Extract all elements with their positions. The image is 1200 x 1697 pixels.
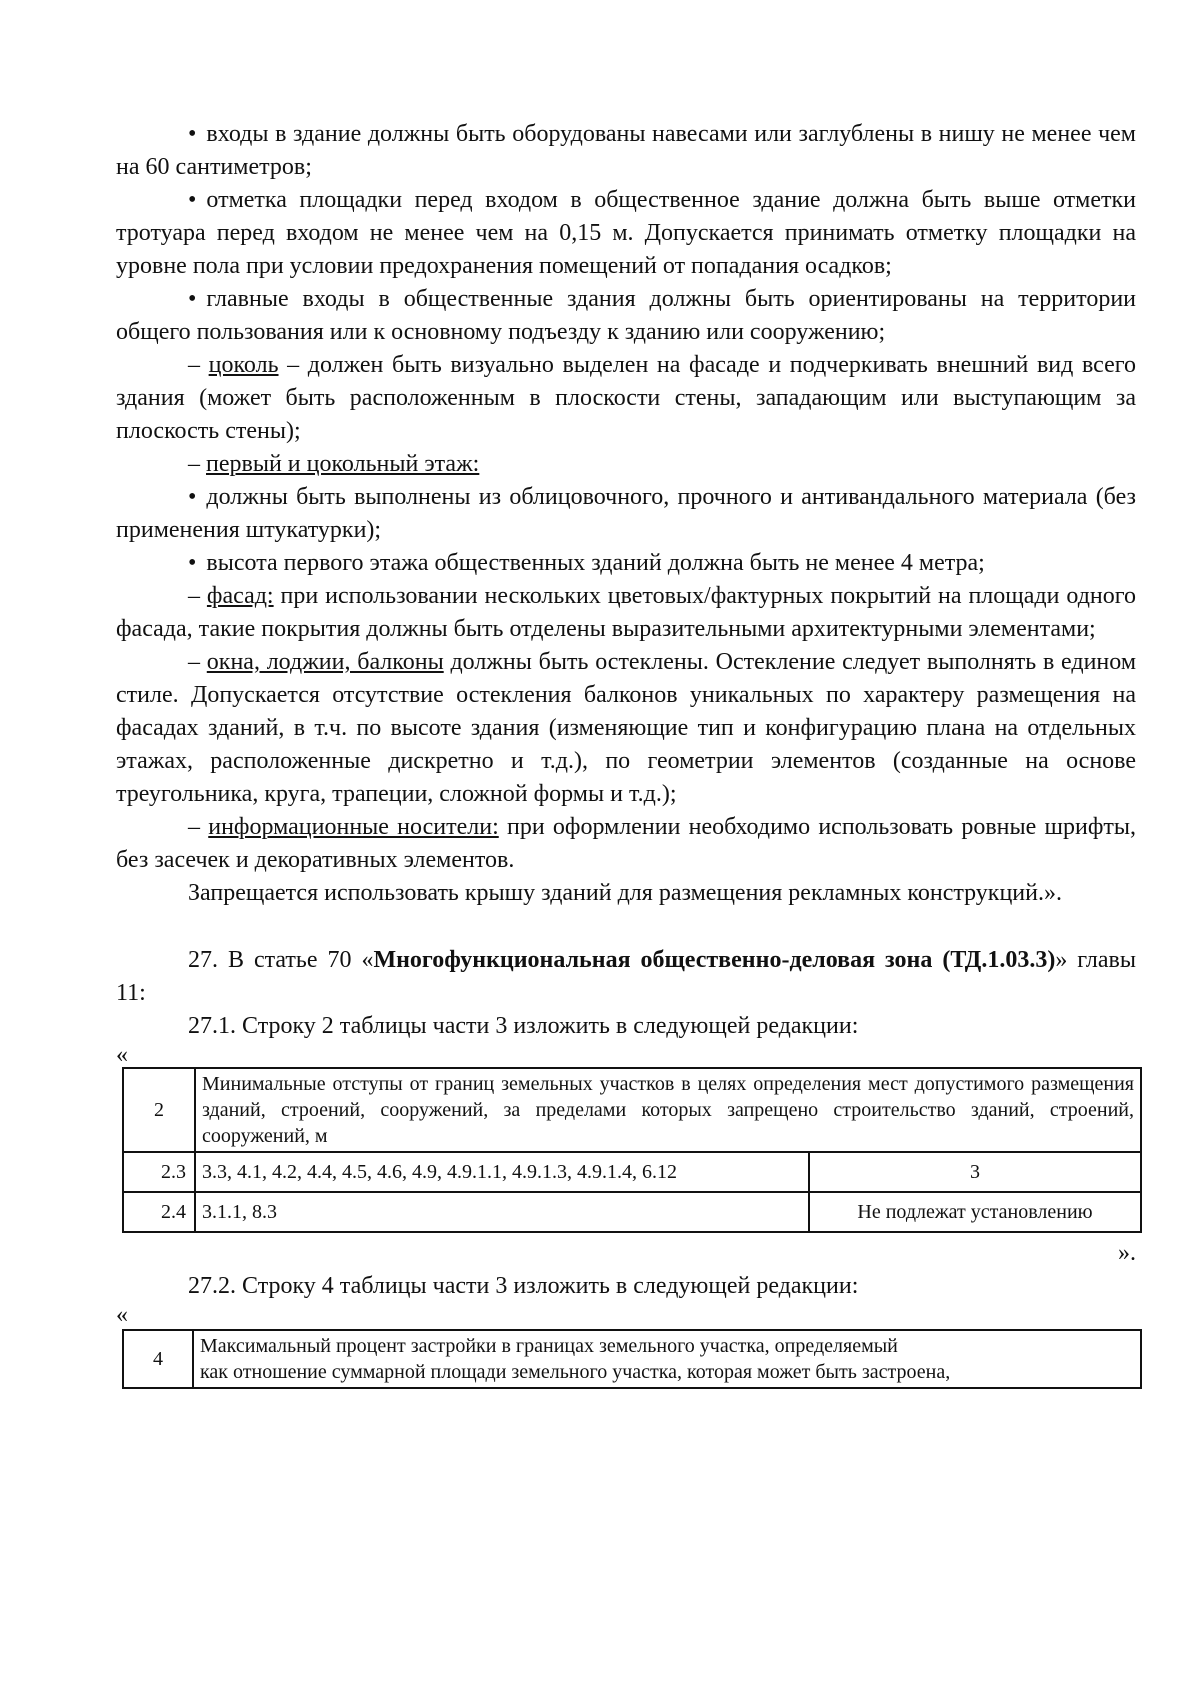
paragraph-roof-ban: [116, 877, 1136, 910]
row-value: Не подлежат установлению: [809, 1192, 1141, 1232]
bullet-paragraph: [116, 283, 1136, 349]
dash-paragraph-info: [116, 811, 1136, 877]
paragraph-text: при оформлении необходимо использовать ровные шрифты, без засечек и декоративных элементов.: [116, 814, 1137, 873]
paragraph-article-70: [116, 944, 1136, 1010]
dash-paragraph-windows: [116, 646, 1136, 811]
row-codes: 3.1.1, 8.3: [195, 1192, 809, 1232]
row-description: [193, 1330, 1141, 1388]
paragraph-text: должны быть выполнены из облицовочного, прочного и антивандального материала (без применения штукатурки);: [116, 484, 1136, 543]
paragraph-text: » главы 11:: [116, 947, 1137, 1006]
paragraph-27-1: [116, 1010, 1136, 1043]
dash: –: [188, 352, 200, 378]
row-value: 3: [809, 1152, 1141, 1192]
term-windows: окна, лоджии, балконы: [206, 649, 444, 675]
paragraph-text: Запрещается использовать крышу зданий для размещения рекламных конструкций.».: [188, 880, 1062, 906]
table-row: [123, 1068, 1141, 1152]
term-facade: фасад:: [206, 583, 274, 609]
row-number: 2: [123, 1068, 195, 1152]
paragraph-text: 27. В статье 70 «: [188, 947, 374, 973]
table-row: [123, 1152, 1141, 1192]
table-row-2: [122, 1067, 1142, 1233]
table-row: [123, 1330, 1141, 1388]
row-description-line: как отношение суммарной площади земельного участка, которая может быть застроена,: [200, 1361, 951, 1383]
dash: –: [188, 451, 200, 477]
paragraph-text: отметка площадки перед входом в общественное здание должна быть выше отметки тротуара перед входом не менее чем на 0,15 м. Допускается принимать отметку площадки на уровне пола при условии предохранения помещений от попадания осадков;: [116, 187, 1136, 279]
document-page: [116, 118, 1136, 1389]
table-row: [123, 1192, 1141, 1232]
bullet-paragraph: [116, 547, 1136, 580]
dash: –: [188, 649, 200, 675]
paragraph-27-2: [116, 1270, 1136, 1303]
dash: –: [188, 583, 200, 609]
dash-paragraph-floors: [116, 448, 1136, 481]
table-row-4: [122, 1329, 1142, 1389]
term-floors: первый и цокольный этаж:: [206, 451, 480, 477]
row-number: 2.3: [123, 1152, 195, 1192]
paragraph-text: высота первого этажа общественных зданий должна быть не менее 4 метра;: [206, 550, 985, 576]
spacer: [116, 910, 1136, 944]
paragraph-text: главные входы в общественные здания должны быть ориентированы на территории общего пользования или к основному подъезду к зданию или сооружению;: [116, 286, 1136, 345]
article-title: Многофункциональная общественно-деловая зона (ТД.1.03.3): [373, 947, 1056, 973]
dash-paragraph-facade: [116, 580, 1136, 646]
quote-open: «: [116, 1302, 128, 1328]
bullet-paragraph: [116, 184, 1136, 283]
row-description-line: Максимальный процент застройки в границах земельного участка, определяемый: [200, 1335, 898, 1357]
dash: –: [188, 814, 200, 840]
paragraph-text: 27.1. Строку 2 таблицы части 3 изложить в следующей редакции:: [188, 1013, 859, 1039]
quote-open: «: [116, 1042, 128, 1068]
bullet-paragraph: [116, 481, 1136, 547]
term-plinth: цоколь: [208, 352, 279, 378]
paragraph-text: должны быть остеклены. Остекление следует выполнять в едином стиле. Допускается отсутствие остекления балконов уникальных по характеру размещения на фасадах зданий, в т.ч. по высоте здания (изменяющие тип и конфигурацию плана на отдельных этажах, расположенные дискретно и т.д.), по геометрии элементов (созданные на основе треугольника, круга, трапеции, сложной формы и т.д.);: [116, 649, 1137, 807]
paragraph-text: входы в здание должны быть оборудованы навесами или заглублены в нишу не менее чем на 60 сантиметров;: [116, 121, 1136, 180]
row-number: 4: [123, 1330, 193, 1388]
term-info-carriers: информационные носители:: [208, 814, 499, 840]
row-description: Минимальные отступы от границ земельных участков в целях определения мест допустимого размещения зданий, строений, сооружений, за пределами которых запрещено строительство зданий, строений, сооружений, м: [195, 1068, 1141, 1152]
quote-close: ».: [1118, 1240, 1136, 1266]
dash-paragraph-plinth: [116, 349, 1136, 448]
row-number: 2.4: [123, 1192, 195, 1232]
paragraph-text: при использовании нескольких цветовых/фактурных покрытий на площади одного фасада, такие покрытия должны быть отделены выразительными архитектурными элементами;: [116, 583, 1137, 642]
paragraph-text: – должен быть визуально выделен на фасаде и подчеркивать внешний вид всего здания (может быть расположенным в плоскости стены, западающим или выступающим за плоскость стены);: [116, 352, 1136, 444]
paragraph-text: 27.2. Строку 4 таблицы части 3 изложить в следующей редакции:: [188, 1273, 859, 1299]
bullet-paragraph: [116, 118, 1136, 184]
row-codes: 3.3, 4.1, 4.2, 4.4, 4.5, 4.6, 4.9, 4.9.1.1, 4.9.1.3, 4.9.1.4, 6.12: [195, 1152, 809, 1192]
